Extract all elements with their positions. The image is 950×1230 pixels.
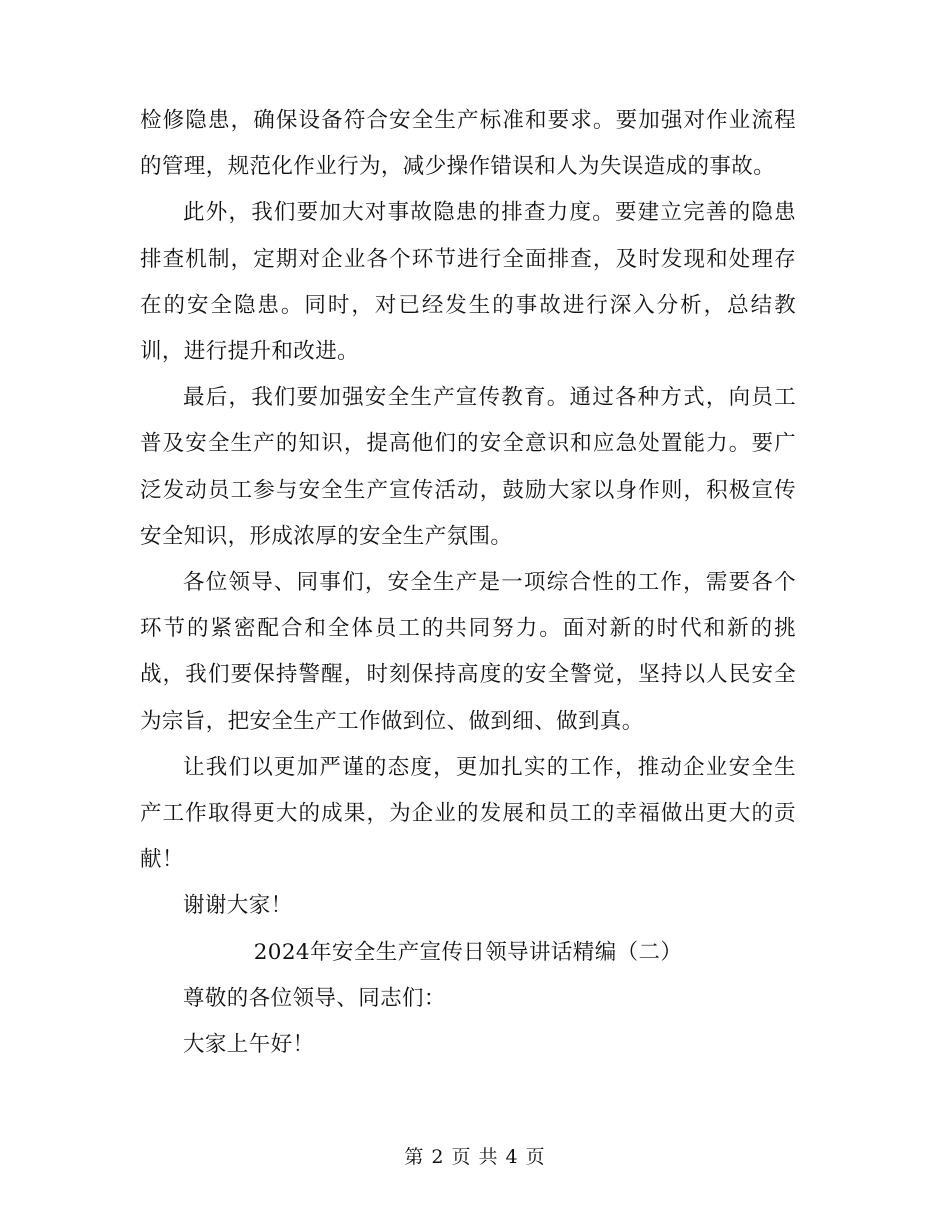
paragraph-4: 各位领导、同事们，安全生产是一项综合性的工作，需要各个环节的紧密配合和全体员工的共同努力。面对新的时代和新的挑战，我们要保持警醒，时刻保持高度的安全警觉，坚持以人民安全为宗旨，把安全生产工作做到位、做到细、做到真。 <box>140 570 796 734</box>
document-body <box>140 98 796 1068</box>
paragraph-2: 此外，我们要加大对事故隐患的排查力度。要建立完善的隐患排查机制，定期对企业各个环节进行全面排查，及时发现和处理存在的安全隐患。同时，对已经发生的事故进行深入分析，总结教训，进行提升和改进。 <box>140 200 796 365</box>
greeting-line: 尊敬的各位领导、同志们： <box>183 985 446 1011</box>
section-title: 2024年安全生产宣传日领导讲话精编（二） <box>253 939 683 965</box>
paragraph-3: 最后，我们要加强安全生产宣传教育。通过各种方式，向员工普及安全生产的知识，提高他们的安全意识和应急处置能力。要广泛发动员工参与安全生产宣传活动，鼓励大家以身作则，积极宣传安全知识，形成浓厚的安全生产氛围。 <box>140 385 796 549</box>
opening-line: 大家上午好！ <box>183 1032 315 1058</box>
paragraph-5: 让我们以更加严谨的态度，更加扎实的工作，推动企业安全生产工作取得更大的成果，为企业的发展和员工的幸福做出更大的贡献！ <box>140 754 796 873</box>
paragraph-closing-thanks: 谢谢大家！ <box>183 893 293 919</box>
paragraph-1: 检修隐患，确保设备符合安全生产标准和要求。要加强对作业流程的管理，规范化作业行为，减少操作错误和人为失误造成的事故。 <box>140 108 796 180</box>
page-number-footer: 第 2 页 共 4 页 <box>404 1146 546 1168</box>
